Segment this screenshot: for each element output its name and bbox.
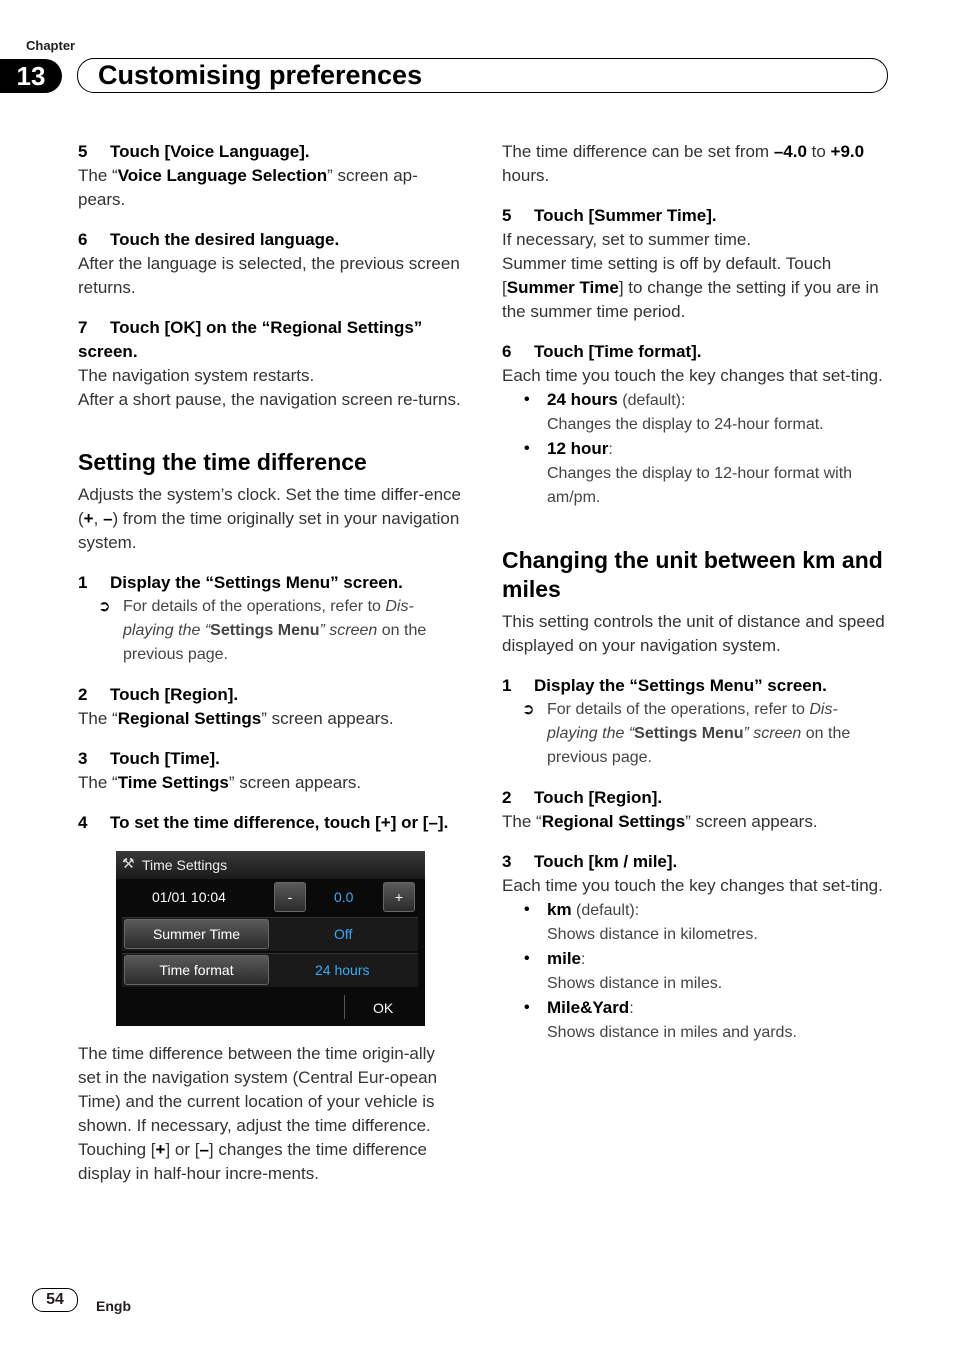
arrow-icon: ➲ xyxy=(98,598,111,615)
chapter-label: Chapter xyxy=(26,38,76,53)
text: The “ xyxy=(78,166,118,185)
section-heading: Setting the time difference xyxy=(78,449,367,475)
bullet-icon: • xyxy=(524,901,530,918)
section-intro: This setting controls the unit of distance and speed displayed on your navigation system. xyxy=(502,612,885,655)
text: to xyxy=(806,142,831,161)
text: The “ xyxy=(78,709,118,728)
step-body: After a short pause, the navigation screen re-turns. xyxy=(78,390,461,409)
text: Shows distance in miles. xyxy=(547,975,723,992)
step-number: 2 xyxy=(502,788,512,807)
text: ] or [ xyxy=(165,1140,200,1159)
step-number: 1 xyxy=(78,573,88,592)
text: : xyxy=(608,441,613,458)
step-title: Touch [Time format]. xyxy=(534,342,702,361)
list-item xyxy=(502,996,886,1021)
step-number: 5 xyxy=(502,206,512,225)
text: ] to change the setting if you are in the summer time period. xyxy=(502,278,879,321)
text: : xyxy=(629,1000,634,1017)
step-heading xyxy=(78,683,462,707)
text: hours. xyxy=(502,166,550,185)
step-body xyxy=(502,252,886,324)
step-heading xyxy=(78,747,462,771)
text: Changes the display to 12-hour format with am/pm. xyxy=(547,465,853,506)
text: The “ xyxy=(78,773,118,792)
step-body: The navigation system restarts. xyxy=(78,366,315,385)
step-heading xyxy=(502,850,886,874)
list-item xyxy=(502,437,886,462)
bullet-icon: • xyxy=(524,440,530,457)
bold-text: 12 hour xyxy=(547,439,609,458)
text: Shows distance in kilometres. xyxy=(547,926,758,943)
bold-text: +9.0 xyxy=(830,142,865,161)
bold-text: Voice Language Selection xyxy=(117,166,328,185)
plus-button[interactable]: + xyxy=(383,882,415,912)
text: (default): xyxy=(571,902,640,919)
minus-button[interactable]: - xyxy=(274,882,306,912)
text: ” screen appears. xyxy=(228,773,362,792)
text: For details of the operations, refer to xyxy=(547,701,810,718)
text: The time difference can be set from xyxy=(502,142,774,161)
bold-text: –4.0 xyxy=(773,142,807,161)
step-body: After the language is selected, the previous screen returns. xyxy=(78,254,460,297)
step-title: Touch [Summer Time]. xyxy=(534,206,717,225)
bold-text: Settings Menu xyxy=(210,622,320,639)
chapter-title: Customising preferences xyxy=(98,60,423,90)
arrow-icon: ➲ xyxy=(522,701,535,718)
step-number: 3 xyxy=(502,852,512,871)
left-column xyxy=(78,140,462,1186)
step-number: 6 xyxy=(78,230,88,249)
text: on the previous page. xyxy=(547,725,851,766)
time-format-value: 24 hours xyxy=(315,962,370,978)
step-number: 4 xyxy=(78,813,88,832)
list-item xyxy=(502,388,886,413)
language-code: Engb xyxy=(96,1298,131,1314)
step-heading xyxy=(78,811,462,835)
time-offset-value: 0.0 xyxy=(334,889,354,905)
italic-text: Dis-playing the “ xyxy=(547,701,838,742)
step-body: If necessary, set to summer time. xyxy=(502,230,752,249)
bold-text: km xyxy=(547,900,572,919)
text: , xyxy=(93,509,104,528)
list-item-desc xyxy=(502,923,886,947)
minus-symbol: – xyxy=(103,509,113,528)
step-title: Touch [Time]. xyxy=(110,749,220,768)
italic-text: ” screen xyxy=(319,622,378,639)
step-title: To set the time difference, touch [+] or [–]. xyxy=(110,813,449,832)
bold-text: Regional Settings xyxy=(541,812,686,831)
range-paragraph xyxy=(502,140,886,188)
reference-note xyxy=(502,698,886,770)
chapter-title-box xyxy=(77,58,888,93)
step-body xyxy=(78,771,462,795)
right-column xyxy=(502,140,886,1045)
screen-title-bar xyxy=(116,851,425,879)
text: Changes the display to 24-hour format. xyxy=(547,416,824,433)
time-settings-screenshot xyxy=(116,851,425,1026)
bullet-icon: • xyxy=(524,999,530,1016)
step-heading xyxy=(78,571,462,595)
section-intro xyxy=(78,483,462,555)
text: ” screen appears. xyxy=(685,812,818,831)
step-heading xyxy=(502,786,886,810)
screen-title: Time Settings xyxy=(142,857,228,873)
italic-text: ” screen xyxy=(743,725,802,742)
step-title: Touch [Region]. xyxy=(534,788,663,807)
bold-text: Settings Menu xyxy=(634,725,744,742)
step-number: 5 xyxy=(78,142,88,161)
list-item-desc xyxy=(502,1021,886,1045)
bold-text: Regional Settings xyxy=(117,709,262,728)
summer-time-value: Off xyxy=(334,926,353,942)
italic-text: Dis-playing the “ xyxy=(123,598,414,639)
section-heading: Changing the unit between km and miles xyxy=(502,547,883,602)
step-heading xyxy=(78,140,462,164)
bold-text: Mile&Yard xyxy=(547,998,630,1017)
list-item-desc xyxy=(502,972,886,996)
bold-text: mile xyxy=(547,949,582,968)
text: on the previous page. xyxy=(123,622,427,663)
text: ” screen ap-pears. xyxy=(78,166,418,209)
step-heading xyxy=(78,316,462,364)
step-title: Touch [OK] on the “Regional Settings” screen. xyxy=(78,318,423,361)
step-number: 7 xyxy=(78,318,88,337)
step-title: Touch the desired language. xyxy=(110,230,340,249)
text: For details of the operations, refer to xyxy=(123,598,386,615)
step-number: 1 xyxy=(502,676,512,695)
list-item xyxy=(502,947,886,972)
plus-symbol: + xyxy=(155,1140,166,1159)
bold-text: Summer Time xyxy=(506,278,619,297)
text: ” screen appears. xyxy=(261,709,394,728)
bold-text: Time Settings xyxy=(117,773,229,792)
bullet-icon: • xyxy=(524,950,530,967)
list-item xyxy=(502,898,886,923)
step-body xyxy=(502,810,886,834)
date-time-display: 01/01 10:04 xyxy=(152,889,226,905)
text: ) from the time originally set in your navigation system. xyxy=(78,509,460,552)
step-body: Each time you touch the key changes that set-ting. xyxy=(502,366,883,385)
text: Shows distance in miles and yards. xyxy=(547,1024,797,1041)
step-number: 3 xyxy=(78,749,88,768)
step-heading xyxy=(502,204,886,228)
summer-time-button[interactable]: Summer Time xyxy=(124,919,269,949)
text: (default): xyxy=(617,392,686,409)
step-body xyxy=(78,707,462,731)
reference-note xyxy=(78,595,462,667)
step-number: 2 xyxy=(78,685,88,704)
step-title: Touch [Region]. xyxy=(110,685,239,704)
list-item-desc xyxy=(502,462,886,510)
minus-symbol: – xyxy=(199,1140,209,1159)
step-title: Display the “Settings Menu” screen. xyxy=(534,676,827,695)
plus-symbol: + xyxy=(83,509,94,528)
chapter-number: 13 xyxy=(0,59,62,93)
step-heading xyxy=(502,674,886,698)
text: : xyxy=(581,951,586,968)
explanation-paragraph xyxy=(78,1042,462,1186)
step-heading xyxy=(502,340,886,364)
text: ] changes the time difference display in half-hour incre-ments. xyxy=(78,1140,427,1183)
bullet-icon: • xyxy=(524,391,530,408)
step-title: Touch [km / mile]. xyxy=(534,852,678,871)
text: The time difference between the time origin-ally set in the navigation system (Central Eur-opean Time) and the current location of your vehicle is shown. If necessary, adjust the time difference. Touching [ xyxy=(78,1044,438,1159)
step-body: Each time you touch the key changes that set-ting. xyxy=(502,876,883,895)
step-heading xyxy=(78,228,462,252)
list-item-desc xyxy=(502,413,886,437)
time-format-button[interactable]: Time format xyxy=(124,955,269,985)
text: The “ xyxy=(502,812,542,831)
step-body xyxy=(78,164,462,212)
step-number: 6 xyxy=(502,342,512,361)
ok-button[interactable]: OK xyxy=(373,1000,394,1016)
tools-icon: ⚒ xyxy=(122,855,135,871)
page-number: 54 xyxy=(32,1288,78,1312)
bold-text: 24 hours xyxy=(547,390,618,409)
step-title: Display the “Settings Menu” screen. xyxy=(110,573,403,592)
divider xyxy=(344,995,345,1019)
text: Adjusts the system’s clock. Set the time differ-ence ( xyxy=(78,485,461,528)
step-title: Touch [Voice Language]. xyxy=(110,142,310,161)
text: Summer time setting is off by default. Touch [ xyxy=(502,254,832,297)
